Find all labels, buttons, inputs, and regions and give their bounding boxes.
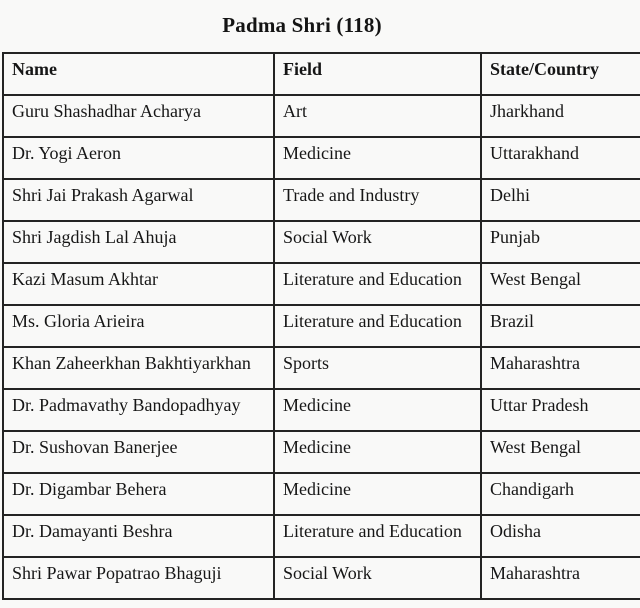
table-row	[3, 389, 640, 431]
cell-name: Shri Pawar Popatrao Bhaguji	[3, 557, 274, 599]
cell-name: Dr. Yogi Aeron	[3, 137, 274, 179]
table-row	[3, 473, 640, 515]
table-row	[3, 179, 640, 221]
cell-state: Punjab	[481, 221, 640, 263]
cell-field: Trade and Industry	[274, 179, 481, 221]
cell-field: Sports	[274, 347, 481, 389]
cell-field: Medicine	[274, 389, 481, 431]
cell-name: Ms. Gloria Arieira	[3, 305, 274, 347]
cell-state: Maharashtra	[481, 557, 640, 599]
table-row	[3, 305, 640, 347]
cell-state: Delhi	[481, 179, 640, 221]
cell-name: Dr. Padmavathy Bandopadhyay	[3, 389, 274, 431]
cell-name: Guru Shashadhar Acharya	[3, 95, 274, 137]
cell-name: Dr. Damayanti Beshra	[3, 515, 274, 557]
cell-name: Dr. Digambar Behera	[3, 473, 274, 515]
cell-field: Medicine	[274, 137, 481, 179]
column-header-field: Field	[274, 53, 481, 95]
cell-name: Dr. Sushovan Banerjee	[3, 431, 274, 473]
table-row	[3, 515, 640, 557]
page-title: Padma Shri (118)	[222, 13, 382, 37]
column-header-name: Name	[3, 53, 274, 95]
cell-state: Uttarakhand	[481, 137, 640, 179]
cell-state: Jharkhand	[481, 95, 640, 137]
column-header-state-country: State/Country	[481, 53, 640, 95]
cell-name: Khan Zaheerkhan Bakhtiyarkhan	[3, 347, 274, 389]
cell-state: West Bengal	[481, 431, 640, 473]
cell-field: Literature and Education	[274, 263, 481, 305]
table-row	[3, 137, 640, 179]
cell-state: Uttar Pradesh	[481, 389, 640, 431]
cell-name: Shri Jai Prakash Agarwal	[3, 179, 274, 221]
table-row	[3, 431, 640, 473]
awardees-table	[2, 52, 640, 600]
cell-field: Social Work	[274, 557, 481, 599]
cell-state: Maharashtra	[481, 347, 640, 389]
cell-state: Chandigarh	[481, 473, 640, 515]
cell-field: Medicine	[274, 431, 481, 473]
cell-state: Odisha	[481, 515, 640, 557]
cell-field: Literature and Education	[274, 515, 481, 557]
table-row	[3, 221, 640, 263]
table-row	[3, 95, 640, 137]
cell-state: West Bengal	[481, 263, 640, 305]
cell-field: Medicine	[274, 473, 481, 515]
table-header-row	[3, 53, 640, 95]
cell-state: Brazil	[481, 305, 640, 347]
table-row	[3, 347, 640, 389]
cell-field: Literature and Education	[274, 305, 481, 347]
cell-field: Art	[274, 95, 481, 137]
cell-field: Social Work	[274, 221, 481, 263]
table-row	[3, 557, 640, 599]
cell-name: Shri Jagdish Lal Ahuja	[3, 221, 274, 263]
table-row	[3, 263, 640, 305]
cell-name: Kazi Masum Akhtar	[3, 263, 274, 305]
